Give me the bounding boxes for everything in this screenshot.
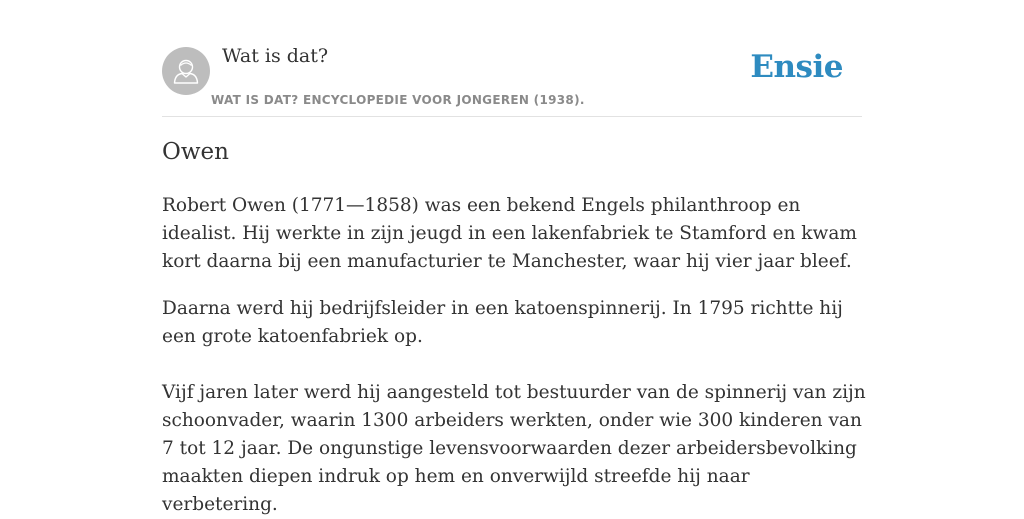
source-header — [162, 0, 862, 117]
source-subtitle: WAT IS DAT? ENCYCLOPEDIE VOOR JONGEREN (1938). — [211, 93, 585, 107]
user-avatar-icon[interactable] — [162, 47, 210, 95]
article-paragraph-3: Vijf jaren later werd hij aangesteld tot bestuurder van de spinnerij van zijn schoonvader, waarin 1300 arbeiders werkten, onder wie 300 kinderen van 7 tot 12 jaar. De ongunstige levensvoorwaarden dezer arbeidersbevolking maakten diepen indruk op hem en onverwijld streefde hij naar verbetering. — [162, 382, 866, 515]
person-outline-icon — [162, 47, 210, 95]
article-paragraph-1: Robert Owen (1771—1858) was een bekend Engels philanthroop en idealist. Hij werkte in zijn jeugd in een lakenfabriek te Stamford en kwam kort daarna bij een manufacturier te Manchester, waar hij vier jaar bleef. — [162, 195, 857, 272]
article-paragraph-2: Daarna werd hij bedrijfsleider in een katoenspinnerij. In 1795 richtte hij een grote katoenfabriek op. — [162, 298, 843, 347]
article-title: Owen — [162, 139, 229, 165]
ensie-logo[interactable]: Ensie — [750, 49, 843, 85]
page-container — [162, 0, 866, 515]
source-title-link[interactable]: Wat is dat? — [222, 45, 329, 67]
